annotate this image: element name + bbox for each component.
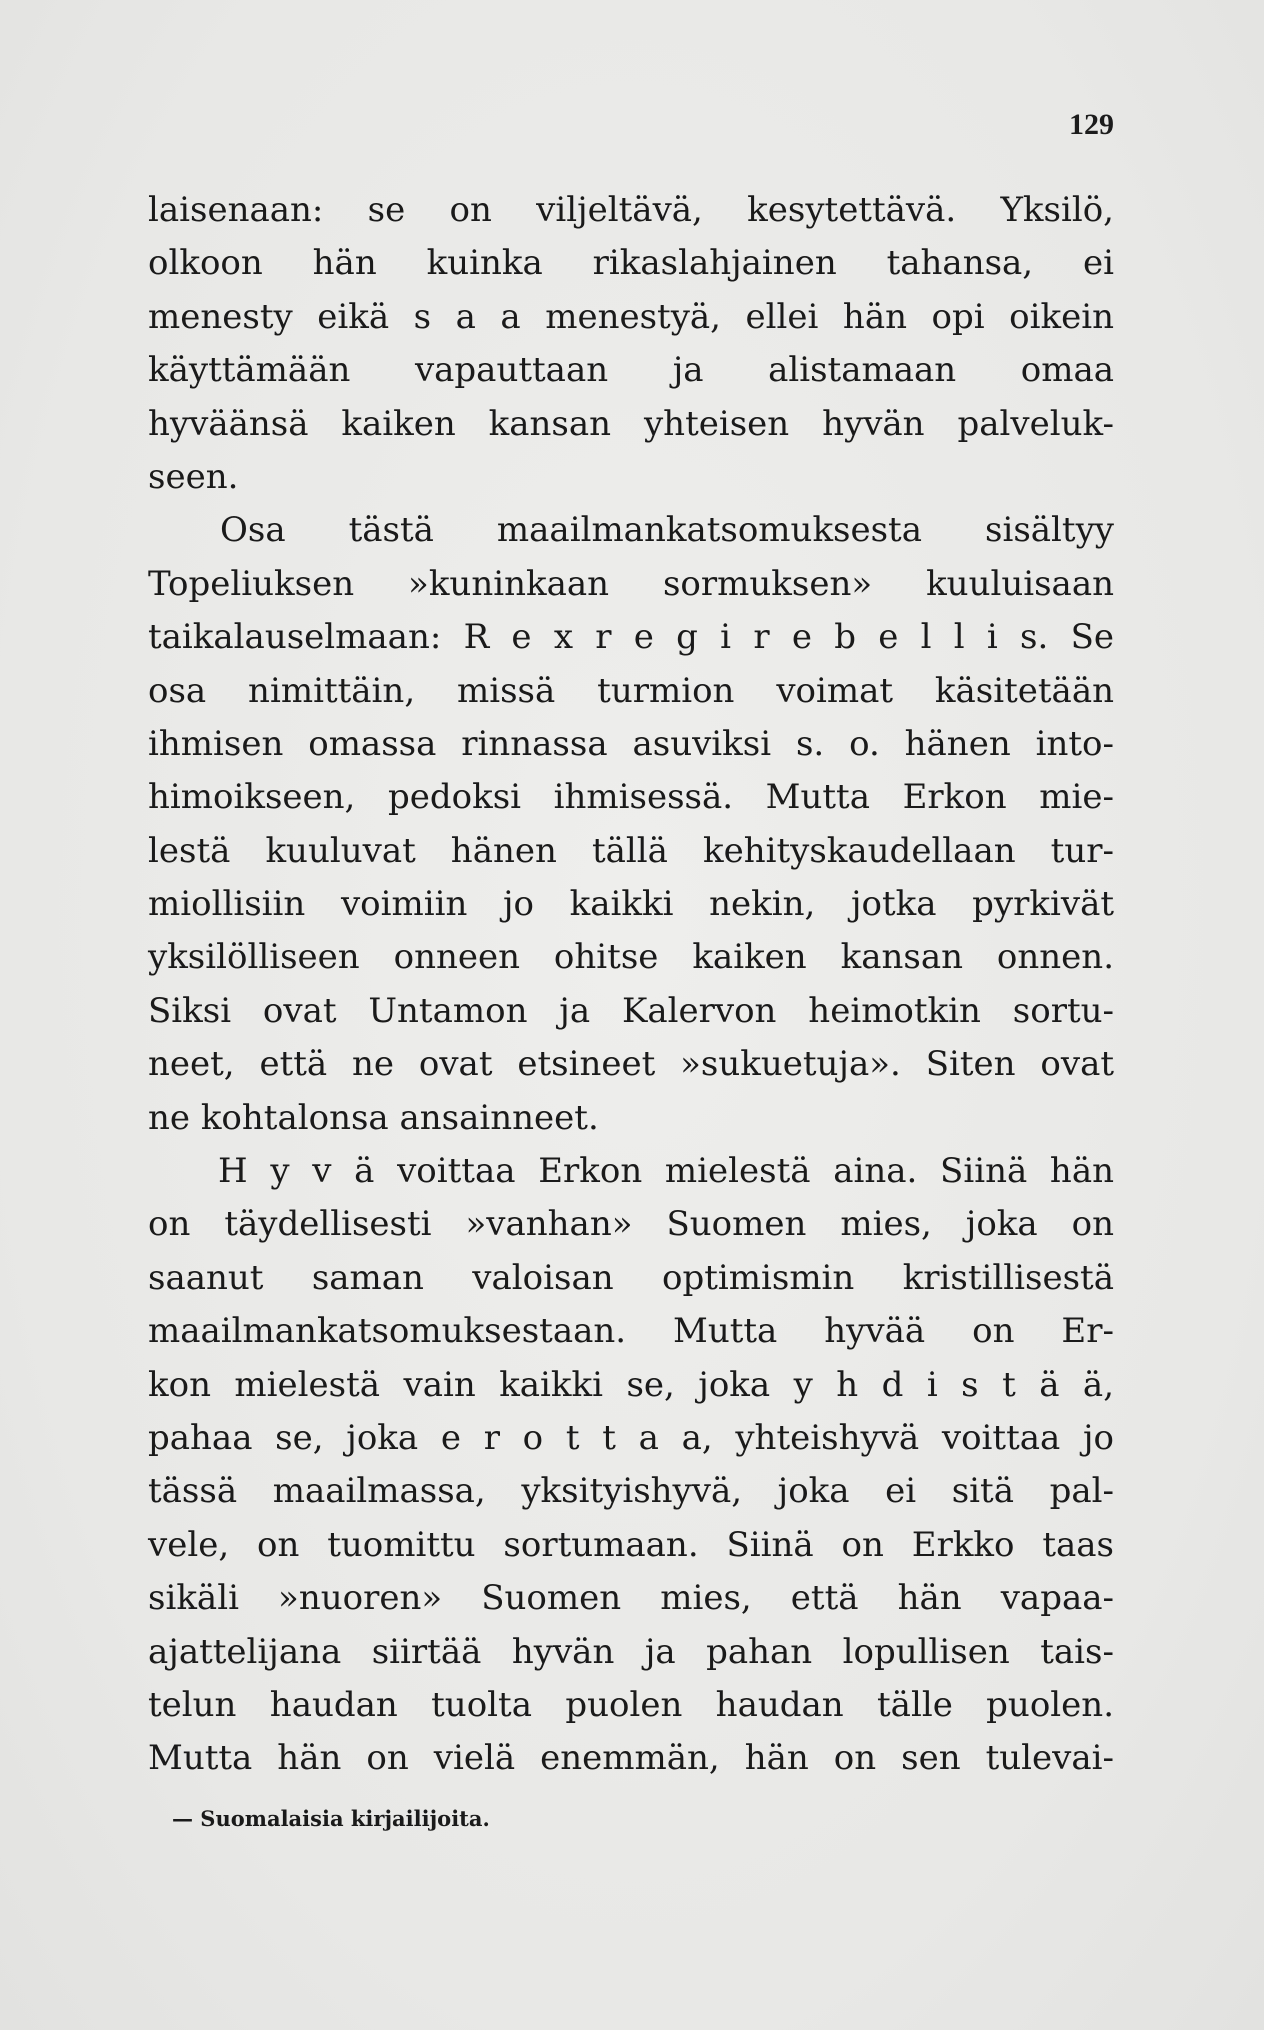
- text-line: olkoon hän kuinka rikaslahjainen tahansa, ei: [148, 243, 1114, 284]
- text-line: saanut saman valoisan optimismin kristillisestä: [148, 1257, 1114, 1298]
- text-line: maailmankatsomuksestaan. Mutta hyvää on Er-: [148, 1311, 1114, 1352]
- footer-signature: — Suomalaisia kirjailijoita.: [172, 1806, 490, 1831]
- text-line: ne kohtalonsa ansainneet.: [148, 1097, 599, 1138]
- text-line: Osa tästä maailmankatsomuksesta sisältyy: [220, 510, 1114, 551]
- text-line: himoikseen, pedoksi ihmisessä. Mutta Erkon mie-: [148, 777, 1114, 818]
- text-line: pahaa se, joka e r o t t a a, yhteishyvä voittaa jo: [148, 1417, 1114, 1458]
- text-line: sikäli »nuoren» Suomen mies, että hän vapaa-: [148, 1578, 1114, 1619]
- text-line: on täydellisesti »vanhan» Suomen mies, joka on: [148, 1204, 1114, 1245]
- text-line: tässä maailmassa, yksityishyvä, joka ei sitä pal-: [148, 1471, 1114, 1512]
- body-text: [148, 184, 1114, 1786]
- text-line: telun haudan tuolta puolen haudan tälle puolen.: [148, 1684, 1114, 1725]
- text-line: menesty eikä s a a menestyä, ellei hän opi oikein: [148, 296, 1114, 337]
- text-line: hyväänsä kaiken kansan yhteisen hyvän palveluk-: [148, 403, 1114, 444]
- text-line: käyttämään vapauttaan ja alistamaan omaa: [148, 350, 1114, 391]
- text-line: ajattelijana siirtää hyvän ja pahan lopullisen tais-: [148, 1631, 1114, 1672]
- text-line: H y v ä voittaa Erkon mielestä aina. Siinä hän: [218, 1151, 1114, 1192]
- text-line: laisenaan: se on viljeltävä, kesytettävä. Yksilö,: [148, 190, 1114, 230]
- text-line: vele, on tuomittu sortumaan. Siinä on Erkko taas: [148, 1524, 1114, 1565]
- text-line: kon mielestä vain kaikki se, joka y h d i s t ä ä,: [148, 1364, 1114, 1405]
- text-line: neet, että ne ovat etsineet »sukuetuja». Siten ovat: [148, 1044, 1114, 1085]
- text-line: ihmisen omassa rinnassa asuviksi s. o. hänen into-: [148, 723, 1114, 764]
- page-number: 129: [1069, 108, 1114, 141]
- text-line: Mutta hän on vielä enemmän, hän on sen tulevai-: [148, 1738, 1114, 1779]
- text-line: osa nimittäin, missä turmion voimat käsitetään: [148, 670, 1114, 711]
- text-line: Siksi ovat Untamon ja Kalervon heimotkin sortu-: [148, 990, 1114, 1031]
- text-line: Topeliuksen »kuninkaan sormuksen» kuuluisaan: [148, 563, 1114, 604]
- text-line: miollisiin voimiin jo kaikki nekin, jotka pyrkivät: [148, 884, 1114, 925]
- text-line: taikalauselmaan: R e x r e g i r e b e l l i s. Se: [148, 617, 1114, 658]
- text-line: seen.: [148, 456, 239, 497]
- text-line: lestä kuuluvat hänen tällä kehityskaudellaan tur-: [148, 830, 1114, 871]
- text-line: yksilölliseen onneen ohitse kaiken kansan onnen.: [148, 937, 1114, 978]
